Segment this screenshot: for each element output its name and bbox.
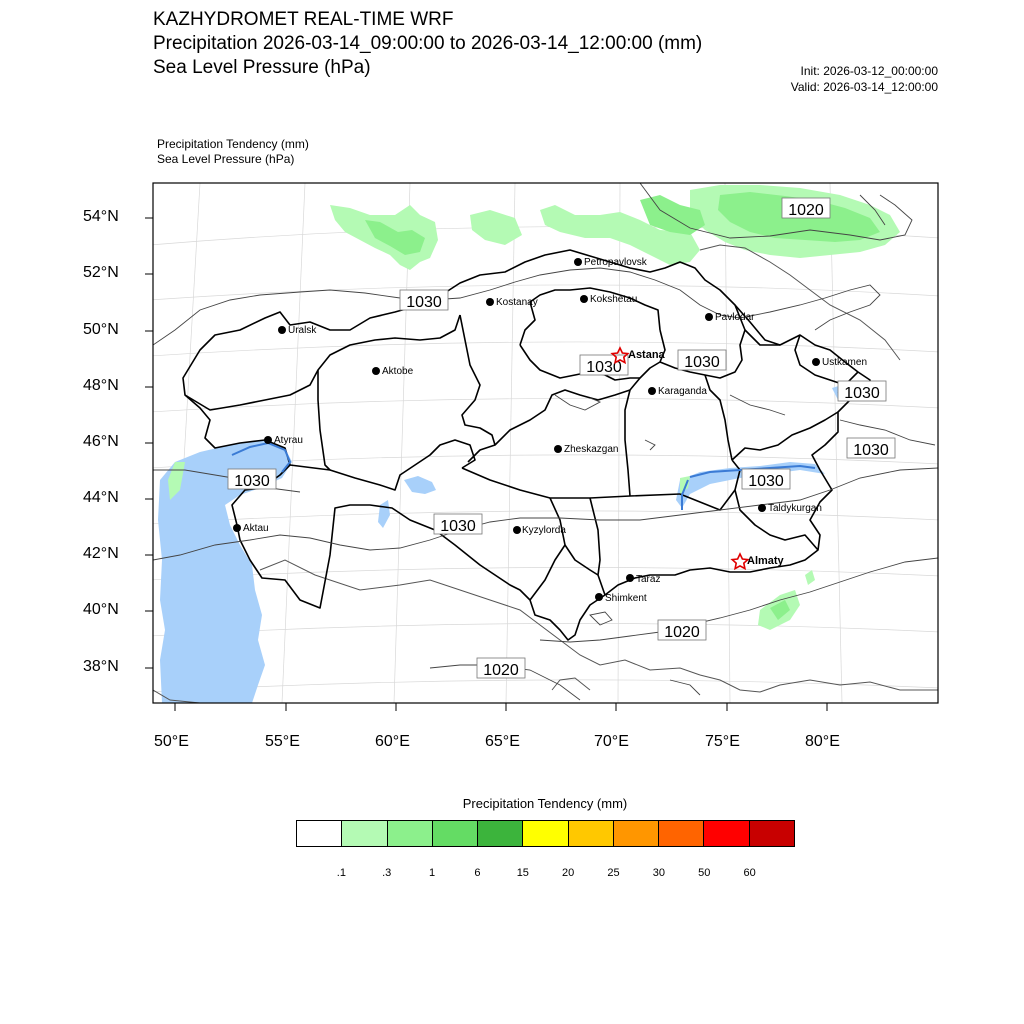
svg-text:1030: 1030 (684, 354, 720, 371)
svg-text:Zheskazgan: Zheskazgan (564, 444, 619, 455)
lon-label: 60°E (375, 733, 410, 750)
svg-text:Aktau: Aktau (243, 523, 269, 534)
map-subtitle-2: Sea Level Pressure (hPa) (157, 152, 295, 166)
lake-aral-south (378, 500, 390, 528)
svg-text:Uralsk: Uralsk (288, 325, 317, 336)
city-ustkamen (812, 357, 867, 368)
svg-text:Taldykurgan: Taldykurgan (768, 503, 822, 514)
capital-almaty-star-icon (732, 554, 784, 569)
colorbar-swatch (297, 821, 341, 846)
svg-text:1020: 1020 (788, 202, 824, 219)
colorbar-labels (296, 867, 795, 883)
city-taldykurgan (758, 503, 822, 514)
city-markers (233, 257, 867, 604)
isobar-label (228, 469, 276, 490)
city-karaganda (648, 386, 707, 397)
colorbar (296, 820, 795, 847)
title-line-2: Precipitation 2026-03-14_09:00:00 to 2026-03-14_12:00:00 (mm) (153, 33, 703, 54)
svg-text:Kostanay: Kostanay (496, 297, 538, 308)
city-zheskazgan (554, 444, 618, 455)
colorbar-level-label: 60 (743, 867, 756, 879)
lon-label: 50°E (154, 733, 189, 750)
city-petropavlovsk (574, 257, 648, 268)
lon-label: 55°E (265, 733, 300, 750)
svg-text:1020: 1020 (664, 624, 700, 641)
colorbar-swatch (477, 821, 522, 846)
isobar-label (658, 620, 706, 641)
lat-label: 42°N (83, 545, 119, 562)
isobar-label (477, 658, 525, 679)
city-taraz (626, 574, 660, 585)
valid-time: Valid: 2026-03-14_12:00:00 (790, 80, 938, 94)
colorbar-swatch (613, 821, 658, 846)
colorbar-swatch (387, 821, 432, 846)
svg-text:1030: 1030 (853, 442, 889, 459)
svg-text:Ustkamen: Ustkamen (822, 357, 868, 368)
init-time: Init: 2026-03-12_00:00:00 (800, 64, 938, 78)
city-shimkent (595, 593, 647, 604)
lat-label: 40°N (83, 601, 119, 618)
colorbar-level-label: 20 (562, 867, 575, 879)
city-kostanay (486, 297, 538, 308)
colorbar-level-label: .1 (336, 867, 346, 879)
city-kyzylorda (513, 525, 566, 536)
isobar-label (580, 355, 628, 376)
colorbar-swatch (749, 821, 794, 846)
city-uralsk (278, 325, 317, 336)
svg-text:1030: 1030 (586, 359, 622, 376)
lat-label: 46°N (83, 433, 119, 450)
colorbar-swatch (522, 821, 567, 846)
svg-text:Taraz: Taraz (636, 574, 661, 585)
lon-label: 80°E (805, 733, 840, 750)
lat-label: 52°N (83, 264, 119, 281)
svg-text:1030: 1030 (234, 473, 270, 490)
map-subtitle-1: Precipitation Tendency (mm) (157, 137, 309, 151)
isobar-label (782, 198, 830, 219)
city-aktobe (372, 366, 414, 377)
colorbar-level-label: 15 (516, 867, 529, 879)
svg-text:1030: 1030 (440, 518, 476, 535)
lat-label: 50°N (83, 321, 119, 338)
water-bodies (158, 384, 848, 703)
svg-text:1030: 1030 (406, 294, 442, 311)
isobar-label (678, 350, 726, 371)
city-pavlodar (705, 312, 755, 323)
colorbar-swatch (658, 821, 703, 846)
title-line-3: Sea Level Pressure (hPa) (153, 57, 371, 78)
isobar-label (838, 381, 886, 402)
lon-label: 70°E (594, 733, 629, 750)
svg-text:Almaty: Almaty (747, 555, 784, 567)
isobar-label (742, 469, 790, 490)
lat-label: 54°N (83, 208, 119, 225)
svg-text:Karaganda: Karaganda (658, 386, 707, 397)
colorbar-title: Precipitation Tendency (mm) (462, 796, 628, 811)
colorbar-level-label: 1 (429, 867, 436, 879)
svg-text:Kokshetau: Kokshetau (590, 294, 638, 305)
shore-contour (232, 392, 845, 510)
lat-label: 48°N (83, 377, 119, 394)
svg-text:Kyzylorda: Kyzylorda (522, 525, 566, 536)
svg-text:Pavlodar: Pavlodar (715, 312, 755, 323)
colorbar-swatch (341, 821, 386, 846)
colorbar-swatch (432, 821, 477, 846)
lon-label: 65°E (485, 733, 520, 750)
colorbar-level-label: 50 (698, 867, 711, 879)
svg-text:Aktobe: Aktobe (382, 366, 414, 377)
colorbar-swatch (703, 821, 748, 846)
lat-label: 38°N (83, 658, 119, 675)
city-kokshetau (580, 294, 637, 305)
isobar-label (434, 514, 482, 535)
svg-text:Petropavlovsk: Petropavlovsk (584, 257, 647, 268)
isobar-label (400, 290, 448, 311)
lake-aral (404, 476, 436, 494)
colorbar-level-label: 30 (652, 867, 666, 879)
title-line-1: KAZHYDROMET REAL-TIME WRF (153, 9, 454, 30)
lat-label: 44°N (83, 489, 119, 506)
svg-text:Astana: Astana (628, 349, 665, 361)
colorbar-level-label: .3 (382, 867, 392, 879)
svg-text:Shimkent: Shimkent (605, 593, 647, 604)
colorbar-level-label: 25 (607, 867, 620, 879)
colorbar-level-label: 6 (474, 867, 481, 879)
svg-text:Atyrau: Atyrau (274, 435, 303, 446)
colorbar-swatch (568, 821, 613, 846)
svg-text:1030: 1030 (844, 385, 880, 402)
isobar-label (847, 438, 895, 459)
lon-label: 75°E (705, 733, 740, 750)
svg-text:1020: 1020 (483, 662, 519, 679)
svg-text:1030: 1030 (748, 473, 784, 490)
